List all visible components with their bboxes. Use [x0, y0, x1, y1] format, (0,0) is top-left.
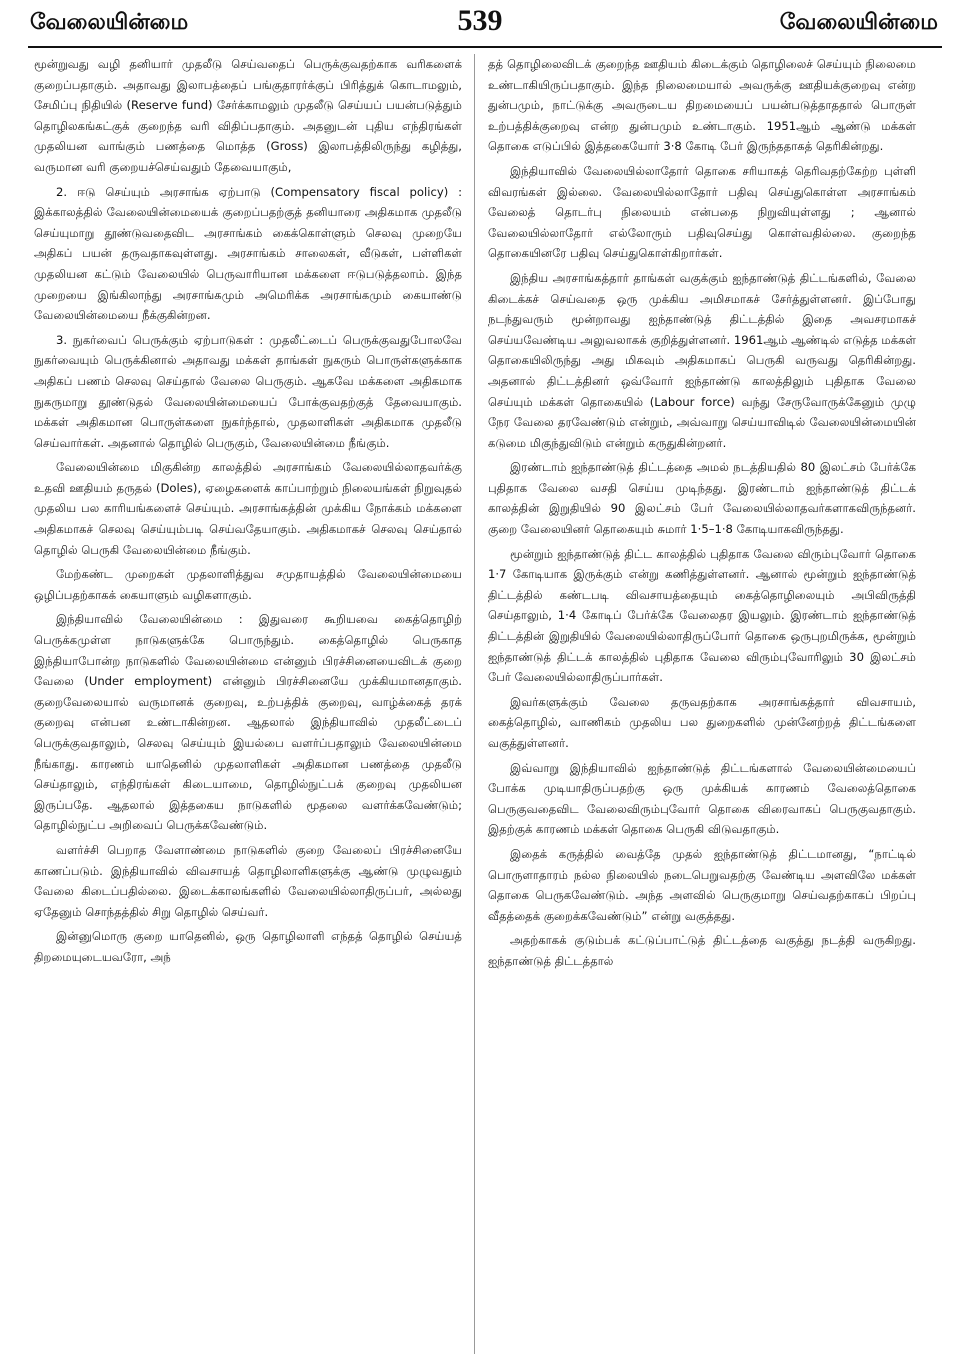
paragraph: இந்தியாவில் வேலையில்லாதோர் தொகை சரியாகத் தெரிவதற்கேற்ற புள்ளி விவரங்கள் இல்லை. வேலையில்லாதோர் பதிவு செய்துகொள்ள அரசாங்கம் வேலைத் தொடர்பு நிலையம் என்பதை நிறுவியுள்ளது ; ஆனால் வேலையில்லாதோர் எல்லோரும் பதிவுசெய்து கொள்வதில்லை. குறைந்த தொகையினரே பதிவு செய்துகொள்கிறார்கள். — [488, 163, 916, 261]
paragraph: மூன்றும் ஐந்தாண்டுத் திட்ட காலத்தில் புதிதாக வேலை விரும்புவோர் தொகை 1·7 கோடியாக இருக்கும் என்று கணித்துள்ளனர். ஆனால் மூன்றும் ஐந்தாண்டுத் திட்டத்தில் கண்டபடி விவசாயத்தையும் கைத்தொழிலையும் அபிவிருத்தி செய்தாலும், 1·4 கோடிப் பேர்க்கே வேலைதர இயலும். இரண்டாம் ஐந்தாண்டுத் திட்டத்தின் இறுதியில் வேலையில்லாதிருப்போர் தொகை ஒருபுறமிருக்க, மூன்றும் ஐந்தாண்டுத் திட்டக் காலத்தில் புதிதாக வேலை விரும்புவோரிலும் 30 இலட்சம் பேர் வேலையில்லாதிருப்பார்கள். — [488, 546, 916, 685]
paragraph: இவ்வாறு இந்தியாவில் ஐந்தாண்டுத் திட்டங்களால் வேலையின்மையைப் போக்க முடியாதிருப்பதற்கு ஒரு முக்கியக் காரணம் வேலைத்தொகை பெருகுவதைவிட வேலைவிரும்புவோர் தொகை விரைவாகப் பெருகுவதாகும். இதற்குக் காரணம் மக்கள் தொகை பெருகி விடுவதாகும். — [488, 760, 916, 837]
paragraph: இந்தியாவில் வேலையின்மை : இதுவரை கூறியவை கைத்தொழிற் பெருக்கமுள்ள நாடுகளுக்கே பொருந்தும். கைத்தொழில் பெருகாத இந்தியாபோன்ற நாடுகளில் வேலையின்மை என்னும் பிரச்சினையைவிடக் குறை வேலை (Under employment) என்னும் பிரச்சினையே முக்கியமானதாகும். குறைவேலையால் வருமானக் குறைவு, உற்பத்திக் குறைவு, வாழ்க்கைத் தரக் குறைவு என்பன உண்டாகின்றன. ஆதலால் இந்தியாவில் முதலீட்டைப் பெருக்குவதாலும், செலவு செய்யும் இயல்பை வளர்ப்பதாலும் வேலையின்மை நீங்காது. காரணம் யாதெனில் முதலாளிகள் அதிகமான பணத்தை முதலீடு செய்தாலும், எந்திரங்கள் கிடையாமை, தொழில்நுட்பக் குறைவு முதலியன இருப்பதே. ஆதலால் இத்தகைய நாடுகளில் மூதலை வளர்க்கவேண்டும்; தொழில்நுட்ப அறிவைப் பெருக்கவேண்டும். — [34, 612, 462, 833]
paragraph: வேலையின்மை மிகுகின்ற காலத்தில் அரசாங்கம் வேலையில்லாதவர்க்கு உதவி ஊதியம் தருதல் (Doles), ஏழைகளைக் காப்பாற்றும் நிலையங்கள் நிறுவுதல் முதலிய பல காரியங்களைச் செய்யும். அரசாங்கத்தின் முக்கிய நோக்கம் மக்களை அதிகமாகச் செலவு செய்யும்படி செய்வதேயாகும். அதிகமாகச் செலவு செய்தால் தொழில் பெருகி வேலையின்மை நீங்கும். — [34, 460, 462, 557]
paragraph: 3. நுகர்வைப் பெருக்கும் ஏற்பாடுகள் : முதலீட்டைப் பெருக்குவதுபோலவே நுகர்வையும் பெருக்கினால் அதாவது மக்கள் தாங்கள் நுகரும் பொருள்களுக்காக அதிகப் பணம் செலவு செய்தால் வேலை பெருகும். ஆகவே மக்களை அதிகமாக நுகருமாறு தூண்டுதல் வேலையின்மையைப் போக்குவதற்குத் தேவையாகும். மக்கள் அதிகமான பொருள்களை நுகர்ந்தால், முதலாளிகள் அதிகமாக முதலீடு செய்வார்கள். அதனால் தொழில் பெருகும், வேலையின்மை நீங்கும். — [34, 332, 462, 450]
paragraph: வளர்ச்சி பெறாத வேளாண்மை நாடுகளில் குறை வேலைப் பிரச்சினையே காணப்படும். இந்தியாவில் விவசாயத் தொழிலாளிகளுக்கு ஆண்டு முழுவதும் வேலை கிடைப்பதில்லை. இடைக்காலங்களில் வேலையில்லாதிருப்பர், அல்லது ஏதேனும் சொந்தத்தில் சிறு தொழில் செய்வர். — [34, 842, 462, 919]
running-title-right: வேலையின்மை — [779, 10, 938, 35]
right-column — [488, 54, 916, 1354]
paragraph: இதைக் கருத்தில் வைத்தே முதல் ஐந்தாண்டுத் திட்டமானது, “நாட்டில் பொருளாதாரம் நல்ல நிலையில் நடைபெறுவதற்கு வேண்டிய அளவிலே மக்கள் தொகை பெருகவேண்டும். அந்த அளவில் பெருகுமாறு செய்வதற்காகப் பிறப்பு வீதத்தைக் குறைக்கவேண்டும்” என்று வகுத்தது. — [488, 846, 916, 923]
paragraph: அதற்காகக் குடும்பக் கட்டுப்பாட்டுத் திட்டத்தை வகுத்து நடத்தி வருகிறது. ஐந்தாண்டுத் திட்டத்தால் — [488, 933, 916, 968]
header-rule — [28, 46, 942, 48]
page-number: 539 — [457, 4, 503, 37]
left-column — [34, 54, 462, 1354]
page-header — [0, 0, 960, 46]
paragraph: இவர்களுக்கும் வேலை தருவதற்காக அரசாங்கத்தார் விவசாயம், கைத்தொழில், வாணிகம் முதலிய பல துறைகளில் முன்னேற்றத் திட்டங்களை வகுத்துள்ளனர். — [488, 694, 916, 750]
paragraph: மூன்றுவது வழி தனியார் முதலீடு செய்வதைப் பெருக்குவதற்காக வரிகளைக் குறைப்பதாகும். அதாவது இலாபத்தைப் பங்குதாரர்க்குப் பிரித்துக் கொடாமலும், சேமிப்பு நிதியில் (Reserve fund) சேர்க்காமலும் முதலீடு செய்யப் பயன்படுத்தும் தொழிலகங்கட்குக் குறைந்த வரி விதிப்பதாகும். அதனுடன் புதிய எந்திரங்கள் முதலியன வாங்கும் பணத்தை மொத்த (Gross) இலாபத்திலிருந்து கழித்து, வருமான வரி குறையச்செய்வதும் தேவையாகும், — [34, 57, 462, 174]
paragraph: இன்னுமொரு குறை யாதெனில், ஒரு தொழிலாளி எந்தத் தொழில் செய்யத் திறமையுடையவரோ, அந் — [34, 929, 462, 964]
paragraph: இந்திய அரசாங்கத்தார் தாங்கள் வகுக்கும் ஐந்தாண்டுத் திட்டங்களில், வேலை கிடைக்கச் செய்வதை ஒரு முக்கிய அமிசமாகச் சேர்த்துள்ளனர். இப்போது நடந்துவரும் மூன்றாவது ஐந்தாண்டுத் திட்டத்தில் இதை அவசரமாகச் செய்யவேண்டிய அலுவலாகக் குறித்துள்ளனர். 1961ஆம் ஆண்டில் எடுத்த மக்கள் தொகையிலிருந்து அது மிகவும் அதிகமாகப் பெருகி வருவது தெரிகின்றது. அதனால் திட்டத்தினர் ஒவ்வோர் ஐந்தாண்டு காலத்திலும் புதிதாக வேலை செய்யும் மக்கள் தொகையில் (Labour force) வந்து சேருவோருக்கேனும் முழு நேர வேலை தரவேண்டும் என்றும், அவ்வாறு செய்யாவிடில் வேலையின்மையின் கடுமை மிகுந்துவிடும் என்றும் கருதுகின்றனர். — [488, 270, 916, 450]
column-divider — [474, 54, 475, 1354]
running-title-left: வேலையின்மை — [30, 10, 189, 35]
paragraph: இரண்டாம் ஐந்தாண்டுத் திட்டத்தை அமல் நடத்தியதில் 80 இலட்சம் பேர்க்கே புதிதாக வேலை வசதி செய்ய முடிந்தது. இரண்டாம் ஐந்தாண்டுத் திட்டக் காலத்தின் இறுதியில் 90 இலட்சம் பேர் வேலையில்லாதவர்களாகவிருந்தனர். குறை வேலையினர் தொகையும் சுமார் 1·5–1·8 கோடியாகவிருந்தது. — [488, 460, 916, 537]
paragraph: தத் தொழிலைவிடக் குறைந்த ஊதியம் கிடைக்கும் தொழிலைச் செய்யும் நிலைமை உண்டாகியிருப்பதாகும். இந்த நிலைமையால் அவருக்கு ஊதியக்குறைவு என்ற துன்பமும், நாட்டுக்கு அவருடைய திறமையைப் பயன்படுத்தாததால் பொருள் உற்பத்திக்குறைவு என்ற துன்பமும் உண்டாகும். 1951ஆம் ஆண்டு மக்கள் தொகை எடுப்பில் இத்தகையோர் 3·8 கோடி பேர் இருந்ததாகத் தெரிகின்றது. — [488, 57, 916, 154]
paragraph: 2. ஈடு செய்யும் அரசாங்க ஏற்பாடு (Compensatory fiscal policy) : இக்காலத்தில் வேலையின்மையைக் குறைப்பதற்குத் தனியாரை அதிகமாக முதலீடு செய்யுமாறு தூண்டுவதைவிட அரசாங்கம் கைக்கொள்ளும் செலவு முறையே அதிகப் பயன் தருவதாகவுள்ளது. அரசாங்கம் சாலைகள், வீடுகள், பள்ளிகள் முதலியன கட்டும் வேலையில் பெருவாரியான மக்களை ஈடுபடுத்தலாம். இந்த முறையை இங்கிலாந்து அரசாங்கமும் அமெரிக்க அரசாங்கமும் கையாண்டு வேலையின்மையை நீக்குகின்றன. — [34, 184, 462, 323]
paragraph: மேற்கண்ட முறைகள் முதலாளித்துவ சமுதாயத்தில் வேலையின்மையை ஒழிப்பதற்காகக் கையாளும் வழிகளாகும். — [34, 567, 462, 602]
